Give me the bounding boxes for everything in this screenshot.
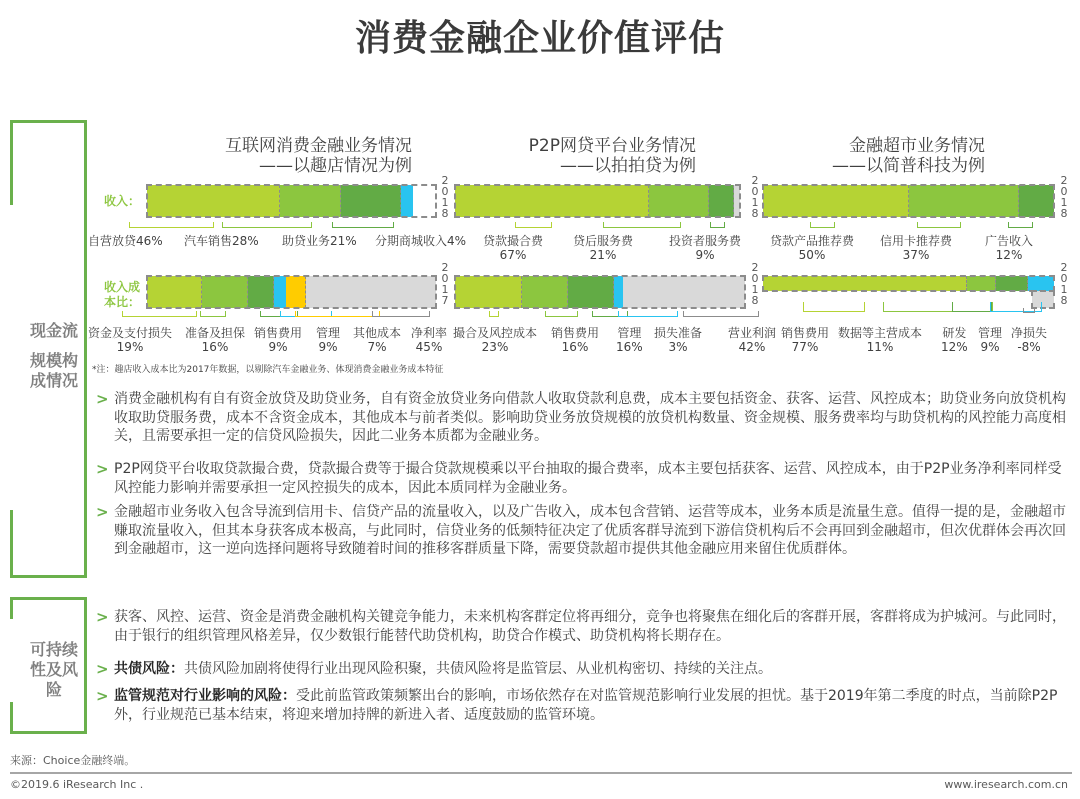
chart-3-cost-label: 净损失 -8%	[1011, 326, 1048, 354]
bullet-item	[96, 503, 1066, 559]
website-link[interactable]: www.iresearch.com.cn	[944, 778, 1068, 791]
section-bracket-top	[10, 120, 87, 123]
chart-3-income-label: 贷款产品推荐费 50%	[770, 234, 855, 262]
section-label-line: 性及风	[29, 660, 78, 679]
chart-1-income-label: 助贷业务21%	[282, 234, 357, 248]
bar-segment	[280, 185, 341, 217]
year-label: 2 0 1 8	[441, 174, 449, 220]
bar-segment	[455, 185, 649, 217]
section-bracket-top	[10, 597, 87, 600]
section-bracket-bottom	[10, 575, 87, 578]
chart-1-cost-label: 管理 9%	[316, 326, 341, 354]
bar-segment	[1028, 276, 1054, 291]
chart-3-subtitle: ——以简普科技为例	[832, 156, 985, 176]
chart-1-income-label: 分期商城收入4%	[375, 234, 467, 248]
bar-segment	[909, 185, 1020, 217]
row-label-cost-1: 收入成	[104, 280, 141, 294]
chart-2-cost-label: 管理 16%	[616, 326, 643, 354]
chart-1-title-text: 互联网消费金融业务情况	[225, 136, 412, 156]
chart-3-income-bar	[763, 185, 1054, 217]
bar-segment	[623, 276, 745, 308]
bullet-text: 共债风险：共债风险加剧将使得行业出现风险积聚，共债风险将是监管层、从业机构密切、持续的关注点。	[114, 661, 772, 677]
chart-1-title	[150, 136, 412, 176]
chart-2-cost-bar	[455, 276, 745, 308]
section-bracket-bottom	[10, 731, 87, 734]
section-label-line: 成情况	[29, 371, 78, 390]
connector	[122, 311, 197, 317]
bar-segment	[522, 276, 568, 308]
chevron-right-icon: >	[96, 503, 109, 521]
year-label: 2 0 1 7	[441, 261, 449, 307]
section-label-line: 规模构	[29, 351, 78, 370]
chart-2-title	[456, 136, 696, 176]
bar-segment	[649, 185, 709, 217]
footer-divider	[10, 772, 1072, 774]
chevron-right-icon: >	[96, 460, 109, 478]
copyright: ©2019.6 iResearch Inc .	[10, 778, 144, 791]
connector	[710, 222, 725, 228]
bar-segment	[763, 276, 967, 291]
bar-segment	[455, 276, 522, 308]
connector	[489, 311, 499, 317]
bar-segment	[734, 185, 740, 217]
chart-2-income-bar	[455, 185, 740, 217]
chart-1-income-bar	[147, 185, 436, 217]
year-label: 2 0 1 8	[751, 174, 759, 220]
chart-3-cost-label: 数据等主营成本 11%	[838, 326, 923, 354]
chevron-right-icon: >	[96, 390, 109, 408]
bullet-item	[96, 608, 1066, 645]
section-label-line: 可持续	[29, 640, 78, 659]
chart-3-title-text: 金融超市业务情况	[849, 136, 985, 156]
bar-segment	[401, 185, 413, 217]
chart-1-cost-label: 资金及支付损失 19%	[88, 326, 173, 354]
bar-segment	[286, 276, 306, 308]
chart-3-income-label: 信用卡推荐费 37%	[880, 234, 953, 262]
section-label-line: 现金流	[29, 321, 78, 340]
chart-footnote: *注：趣店收入成本比为2017年数据，以剔除汽车金融业务、体现消费金融业务成本特征	[92, 365, 444, 375]
chart-1-cost-label: 净利率 45%	[411, 326, 448, 354]
bar-segment	[996, 276, 1028, 291]
chart-3-cost-label: 管理 9%	[978, 326, 1003, 354]
bullet-text: 获客、风控、运营、资金是消费金融机构关键竞争能力，未来机构客群定位将再细分，竞争也将聚焦在细化后的客群开展，客群将成为护城河。与此同时，由于银行的组织管理风格差异，仅少数银行能替代助贷机构，助贷合作模式、助贷机构将长期存在。	[114, 609, 1066, 644]
bar-segment	[147, 185, 280, 217]
connector	[810, 222, 835, 228]
connector	[1008, 222, 1033, 228]
bar-segment	[1019, 185, 1054, 217]
connector	[952, 302, 992, 312]
chart-2-income-label: 贷后服务费 21%	[573, 234, 634, 262]
chart-1-subtitle: ——以趣店情况为例	[259, 156, 412, 176]
section-bracket-left-bottom	[10, 510, 13, 576]
bar-segment	[147, 276, 202, 308]
bar-segment	[306, 276, 436, 308]
connector	[545, 311, 578, 317]
bullet-text: 监管规范对行业影响的风险：受此前监管政策频繁出台的影响，市场依然存在对监管规范影响行业发展的担忧。基于2019年第二季度的时点，当前除P2P外，行业规范已基本结束，将迎来增加持牌的新进入者、适度鼓励的监管环境。	[114, 688, 1058, 723]
bullet-item	[96, 390, 1066, 446]
chart-2-title-text: P2P网贷平台业务情况	[528, 136, 696, 156]
connector	[917, 222, 961, 228]
section-bracket-left-bottom	[10, 702, 13, 734]
chart-2-cost-label: 损失准备 3%	[654, 326, 703, 354]
chart-2-subtitle: ——以拍拍贷为例	[560, 156, 696, 176]
chart-3-income-label: 广告收入 12%	[985, 234, 1034, 262]
chevron-right-icon: >	[96, 687, 109, 705]
bar-segment	[568, 276, 614, 308]
connector	[1023, 308, 1035, 313]
chart-1-income-label: 自营放贷46%	[88, 234, 163, 248]
bar-segment	[202, 276, 248, 308]
chart-1-cost-label: 其他成本 7%	[353, 326, 402, 354]
year-label: 2 0 1 8	[1060, 174, 1068, 220]
chart-3-title	[775, 136, 985, 176]
bar-segment	[967, 276, 996, 291]
bullet-text: 金融超市业务收入包含导流到信用卡、信贷产品的流量收入，以及广告收入，成本包含营销、运营等成本，业务本质是流量生意。值得一提的是，金融超市赚取流量收入，但其本身获客成本极高，与此同时，信贷业务的低频特征决定了优质客群导流到下游信贷机构后不会再回到金融超市，但次优群体会再次回到金融超市，这一逆向选择问题将导致随着时间的推移客群质量下降，需要贷款超市提供其他金融应用来留住优质群体。	[114, 504, 1066, 557]
section-label-sustainability	[22, 640, 86, 700]
chevron-right-icon: >	[96, 660, 109, 678]
chart-1-cost-bar	[147, 276, 436, 308]
chart-2-cost-label: 营业利润 42%	[728, 326, 777, 354]
bar-segment	[341, 185, 402, 217]
row-label-cost-2: 本比：	[104, 295, 141, 309]
section-bracket-left-top	[10, 120, 13, 205]
row-label-income: 收入：	[104, 194, 141, 208]
bar-segment	[274, 276, 286, 308]
chart-2-cost-label: 销售费用 16%	[551, 326, 600, 354]
bar-segment	[763, 185, 909, 217]
bullet-item	[96, 687, 1066, 724]
chart-2-income-label: 贷款撮合费 67%	[483, 234, 544, 262]
year-label: 2 0 1 8	[751, 261, 759, 307]
section-label-cashflow	[22, 321, 86, 391]
connector	[515, 222, 552, 228]
chart-3-cost-label: 研发 12%	[941, 326, 968, 354]
connector	[295, 311, 380, 317]
connector	[803, 302, 865, 312]
chart-1-cost-label: 销售费用 9%	[254, 326, 303, 354]
connector	[618, 311, 678, 317]
connector	[200, 311, 226, 317]
chart-1-cost-label: 准备及担保 16%	[185, 326, 246, 354]
bullet-text: P2P网贷平台收取贷款撮合费，贷款撮合费等于撮合贷款规模乘以平台抽取的撮合费率，成本主要包括获客、运营、风控成本，由于P2P业务净利率同样受风控能力影响并需要承担一定风控损失的成本，因此本质同样为金融业务。	[114, 461, 1062, 496]
bullet-item	[96, 460, 1066, 497]
page-title: 消费金融企业价值评估	[354, 18, 725, 59]
connector	[372, 311, 430, 317]
year-label: 2 0 1 8	[1060, 261, 1068, 307]
connector	[603, 222, 681, 228]
bullet-item	[96, 660, 1066, 679]
connector	[332, 222, 394, 228]
bar-segment	[248, 276, 274, 308]
chart-3-cost-label: 销售费用 77%	[781, 326, 830, 354]
chart-2-cost-label: 撮合及风控成本 23%	[453, 326, 538, 354]
connector	[129, 222, 214, 228]
connector	[222, 222, 312, 228]
source-note: 来源：Choice金融终端。	[10, 754, 136, 767]
chart-1-income-label: 汽车销售28%	[184, 234, 259, 248]
connector	[683, 311, 759, 317]
chart-2-income-label: 投资者服务费 9%	[669, 234, 742, 262]
bar-segment	[614, 276, 623, 308]
chart-3-cost-bar	[763, 276, 1054, 291]
bar-segment	[709, 185, 735, 217]
bullet-text: 消费金融机构有自有资金放贷及助贷业务，自有资金放贷业务向借款人收取贷款利息费，成本主要包括资金、获客、运营、风控成本；助贷业务向放贷机构收取助贷服务费，成本不含资金成本，其他成本与前者类似。影响助贷业务放贷规模的放贷机构数量、资金规模、服务费率均与助贷机构的风控能力高度相关，且需要承担一定的信贷风险损失，因此二业务本质都为金融业务。	[114, 391, 1066, 444]
section-label-line: 险	[45, 680, 62, 699]
chevron-right-icon: >	[96, 608, 109, 626]
section-bracket-left-top	[10, 597, 13, 619]
